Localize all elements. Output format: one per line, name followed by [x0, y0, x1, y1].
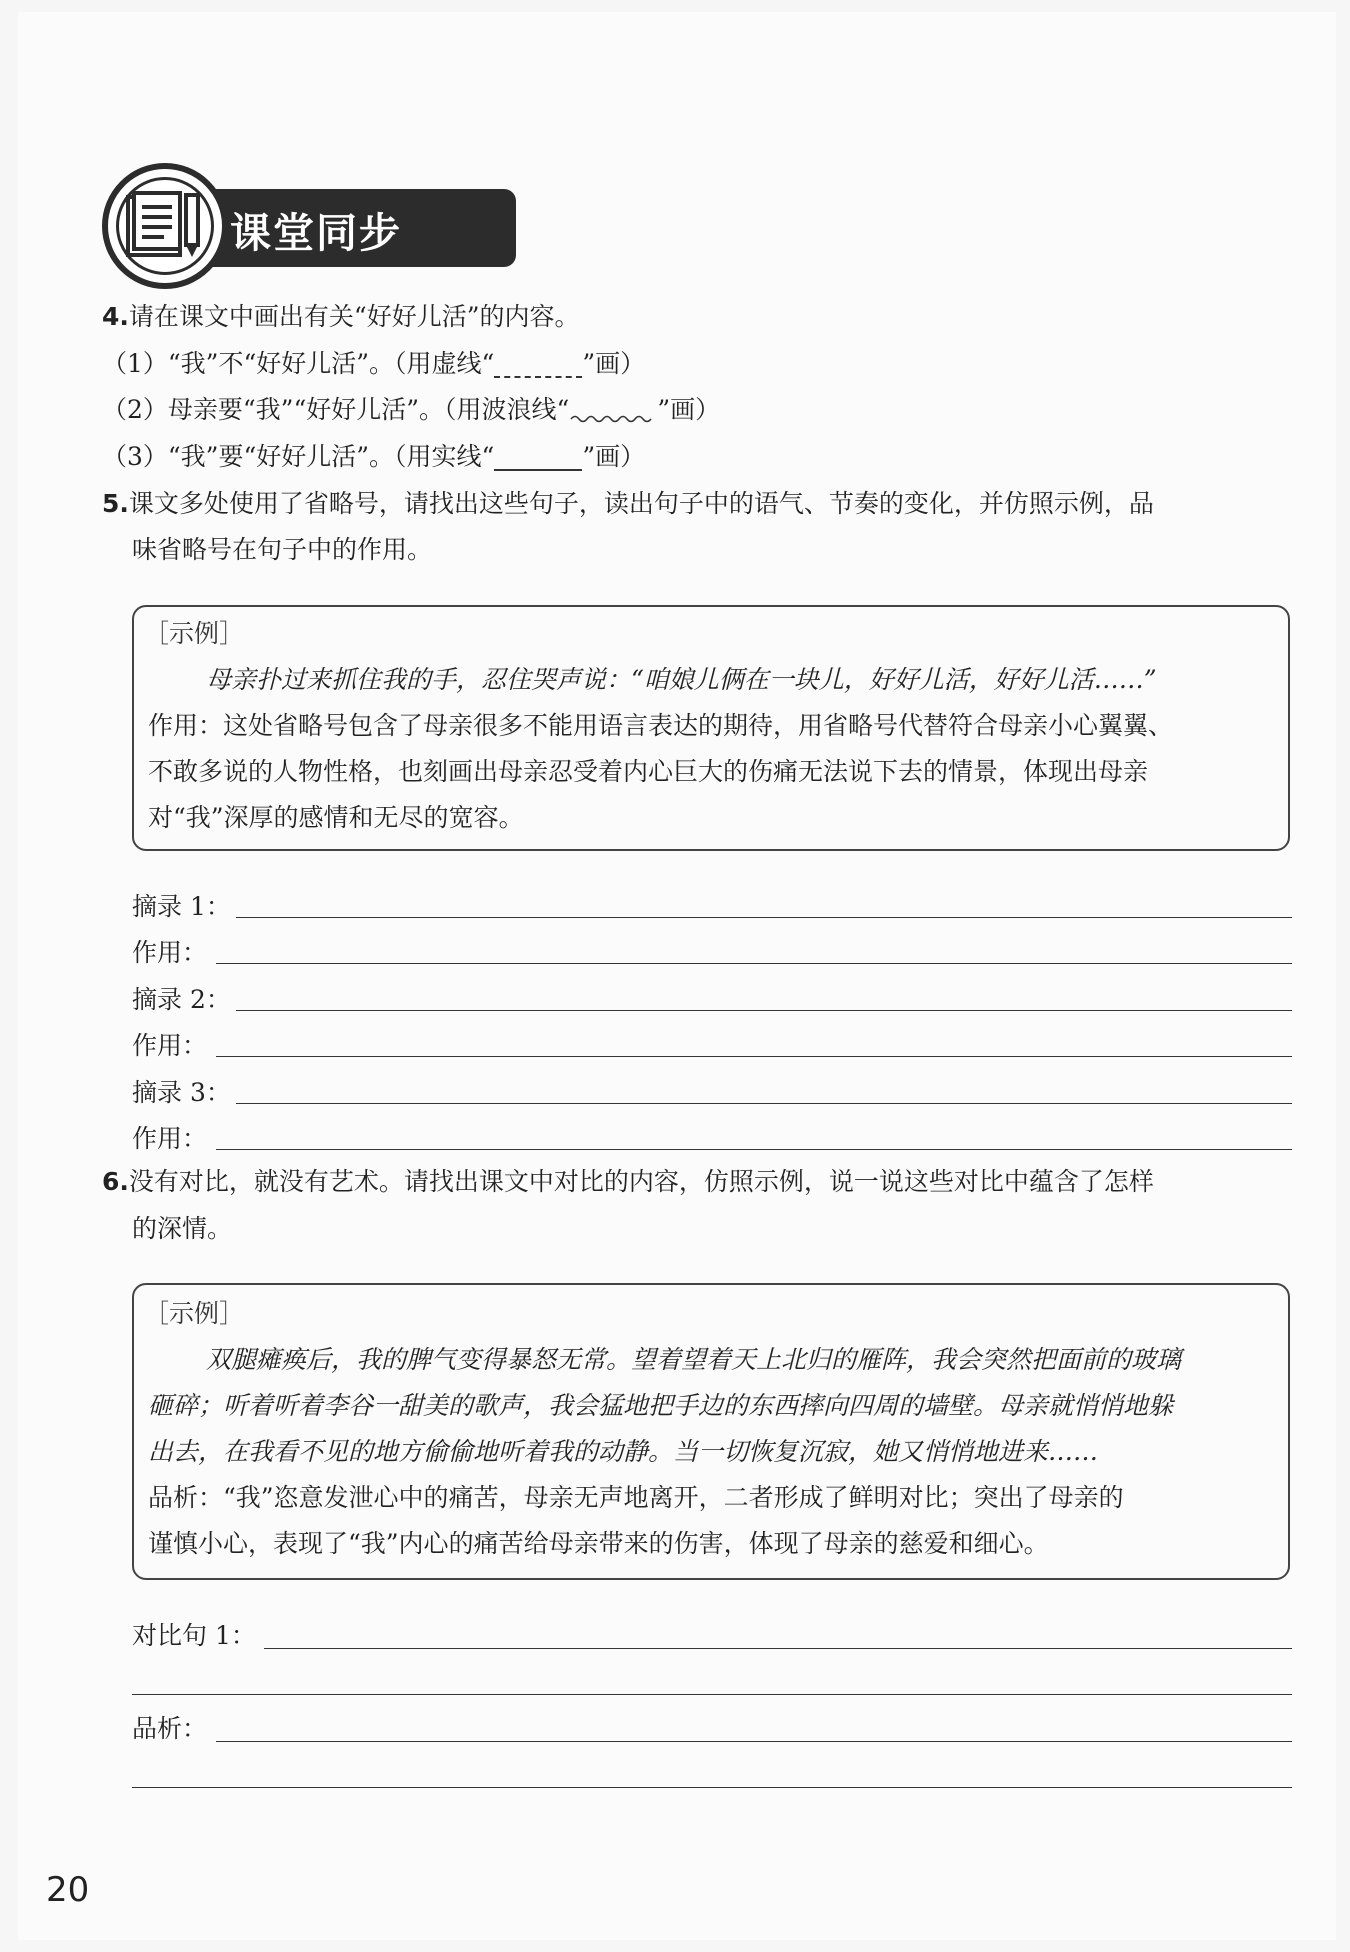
- excerpt-1-row[interactable]: 摘录 1：: [132, 887, 1292, 927]
- example-quote-line1: 双腿瘫痪后，我的脾气变得暴怒无常。望着望着天上北归的雁阵，我会突然把面前的玻璃: [206, 1345, 1182, 1374]
- q6-prompt-line2: 的深情。: [132, 1214, 233, 1243]
- answer-line[interactable]: [132, 1694, 1292, 1695]
- q4-number: 4.: [102, 302, 129, 331]
- example-analysis-line2: 谨慎小心，表现了“我”内心的痛苦给母亲带来的伤害，体现了母亲的慈爱和细心。: [148, 1529, 1049, 1558]
- q6-example-box: [132, 1283, 1290, 1580]
- q5-example-box: [132, 605, 1290, 851]
- answer-line[interactable]: [216, 1149, 1292, 1150]
- excerpt-3-row[interactable]: 摘录 3：: [132, 1073, 1292, 1113]
- answer-line[interactable]: [132, 1787, 1292, 1788]
- example-tag: ［示例］: [144, 1299, 245, 1328]
- q5-number: 5.: [102, 489, 129, 518]
- q4-prompt: [102, 300, 579, 334]
- answer-line[interactable]: [264, 1648, 1292, 1649]
- effect-3-row[interactable]: 作用：: [132, 1119, 1292, 1159]
- example-quote-line3: 出去，在我看不见的地方偷偷地听着我的动静。当一切恢复沉寂，她又悄悄地进来……: [148, 1437, 1099, 1466]
- dashed-line-sample: [494, 360, 582, 378]
- book-pencil-icon: [124, 189, 206, 261]
- q4-sub2: （2）母亲要“我”“好好儿活”。（用波浪线“ ”画）: [102, 395, 721, 424]
- section-title: 课堂同步: [230, 209, 402, 257]
- answer-line[interactable]: [216, 1741, 1292, 1742]
- analysis-continuation-row[interactable]: [132, 1755, 1292, 1795]
- answer-line[interactable]: [236, 917, 1292, 918]
- solid-line-sample: [494, 453, 582, 471]
- answer-line[interactable]: [216, 963, 1292, 964]
- q4-text: 请在课文中画出有关“好好儿活”的内容。: [128, 302, 580, 331]
- answer-line[interactable]: [236, 1010, 1292, 1011]
- q4-sub3: （3）“我”要“好好儿活”。（用实线“ ”画）: [102, 442, 646, 471]
- q6-number: 6.: [102, 1167, 129, 1196]
- contrast-1-row[interactable]: 对比句 1：: [132, 1616, 1292, 1656]
- example-analysis-line1: 品析：“我”恣意发泄心中的痛苦，母亲无声地离开，二者形成了鲜明对比；突出了母亲的: [148, 1483, 1124, 1512]
- answer-line[interactable]: [216, 1056, 1292, 1057]
- q6-prompt-line1: 6.没有对比，就没有艺术。请找出课文中对比的内容，仿照示例，说一说这些对比中蕴含了怎样: [102, 1167, 1154, 1196]
- effect-1-row[interactable]: 作用：: [132, 933, 1292, 973]
- effect-2-row[interactable]: 作用：: [132, 1026, 1292, 1066]
- page-number: 20: [46, 1870, 90, 1910]
- example-analysis-line3: 对“我”深厚的感情和无尽的宽容。: [148, 803, 524, 832]
- example-tag: ［示例］: [144, 619, 245, 648]
- example-quote-line2: 砸碎；听着听着李谷一甜美的歌声，我会猛地把手边的东西摔向四周的墙壁。母亲就悄悄地躲: [148, 1391, 1174, 1420]
- answer-line[interactable]: [236, 1103, 1292, 1104]
- analysis-row[interactable]: 品析：: [132, 1709, 1292, 1749]
- example-quote: 母亲扑过来抓住我的手，忍住哭声说：“咱娘儿俩在一块儿，好好儿活，好好儿活……”: [206, 665, 1157, 694]
- q5-prompt-line2: 味省略号在句子中的作用。: [132, 535, 433, 564]
- example-analysis-line2: 不敢多说的人物性格，也刻画出母亲忍受着内心巨大的伤痛无法说下去的情景，体现出母亲: [148, 757, 1149, 786]
- wavy-line-sample: [569, 400, 657, 424]
- contrast-1-continuation-row[interactable]: [132, 1662, 1292, 1702]
- example-analysis-line1: 作用：这处省略号包含了母亲很多不能用语言表达的期待，用省略号代替符合母亲小心翼翼、: [148, 711, 1174, 740]
- q5-prompt-line1: 5.课文多处使用了省略号，请找出这些句子，读出句子中的语气、节奏的变化，并仿照示例，品: [102, 489, 1154, 518]
- q4-sub1: （1）“我”不“好好儿活”。（用虚线“ ”画）: [102, 349, 646, 378]
- excerpt-2-row[interactable]: 摘录 2：: [132, 980, 1292, 1020]
